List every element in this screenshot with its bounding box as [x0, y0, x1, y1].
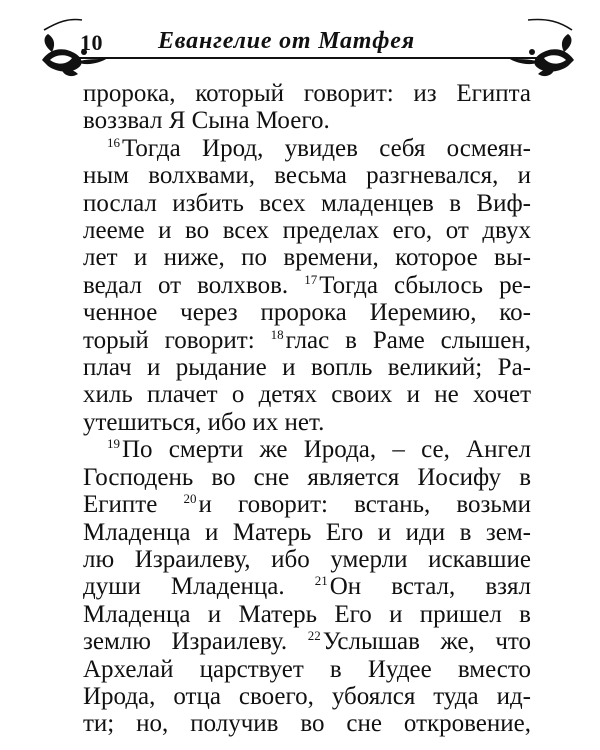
verse-number: 18: [270, 326, 284, 342]
text-line: лю Израилеву, ибо умерли искавшие: [83, 545, 531, 573]
text-line: Господень во сне является Иосифу в: [83, 463, 531, 491]
running-title: Евангелие от Матфея: [158, 28, 415, 54]
verse-number: 20: [183, 491, 197, 507]
text-line: ным волхвами, весьма разгневался, и: [83, 162, 531, 190]
verse-number: 16: [107, 134, 120, 150]
text-line: Младенца и Матерь Его и иди в зем-: [83, 518, 531, 546]
text-line: лет и ниже, по времени, которое вы-: [83, 244, 531, 272]
page-header: [38, 8, 578, 78]
verse-number: 21: [314, 573, 328, 589]
verse-number: 19: [107, 436, 120, 452]
text-line: ченное через пророка Иеремию, ко-: [83, 299, 531, 327]
text-line: Египте $^{20}$и говорит: встань, возьми: [83, 491, 531, 519]
verse-number: 22: [307, 628, 321, 644]
text-line: $^{16}$Тогда Ирод, увидев себя осмеян-: [107, 134, 531, 162]
text-line: послал избить всех младенцев в Виф-: [83, 189, 531, 217]
text-line: землю Израилеву. $^{22}$Услышав же, что: [83, 628, 531, 656]
text-line: пророка, который говорит: из Египта: [83, 80, 531, 107]
text-line: Архелай царствует в Иудее вместо: [83, 655, 531, 683]
text-line: ти; но, получив во сне откровение,: [83, 710, 531, 738]
scripture-text: [83, 80, 531, 738]
text-line: плач и рыдание и вопль великий; Ра-: [83, 354, 531, 382]
text-line: ведал от волхвов. $^{17}$Тогда сбылось ре-: [83, 271, 532, 299]
text-line: души Младенца. $^{21}$Он встал, взял: [83, 573, 531, 601]
verse-number: 17: [304, 271, 318, 287]
text-line: воззвал Я Сына Моего.: [83, 107, 330, 135]
page-number: 10: [80, 30, 103, 55]
text-line: торый говорит: $^{18}$глас в Раме слышен,: [83, 326, 532, 354]
text-line: утешиться, ибо их нет.: [83, 408, 325, 436]
text-line: Младенца и Матерь Его и пришел в: [83, 600, 531, 628]
text-line: Ирода, отца своего, убоялся туда ид-: [83, 682, 531, 710]
text-line: $^{19}$По смерти же Ирода, – се, Ангел: [107, 436, 531, 464]
text-line: хиль плачет о детях своих и не хочет: [83, 381, 531, 409]
text-line: лееме и во всех пределах его, от двух: [83, 217, 531, 245]
